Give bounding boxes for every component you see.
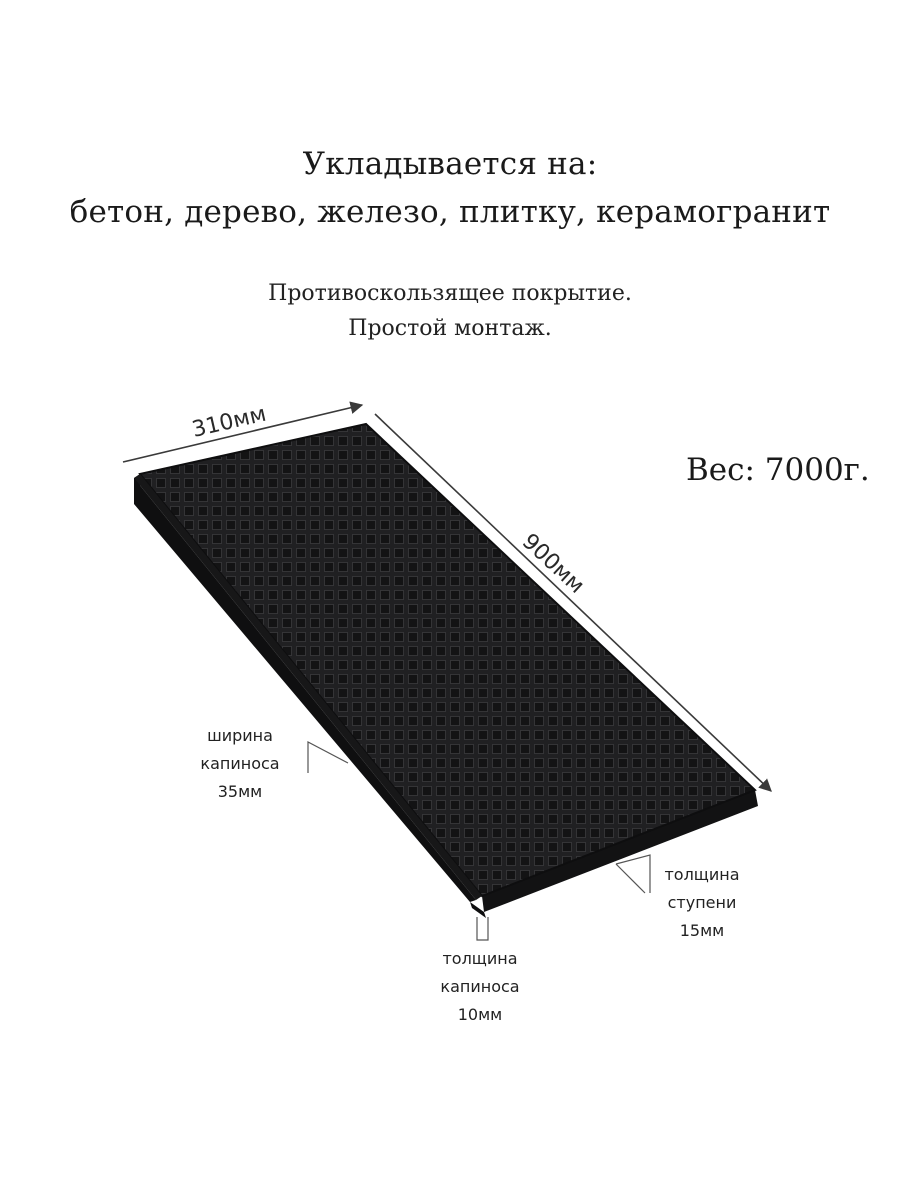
step-top-surface	[140, 424, 755, 896]
weight-label: Вес: 7000г.	[686, 452, 870, 488]
step-thickness-leader	[616, 855, 650, 893]
nosing-width-line-1: ширина	[207, 726, 273, 745]
heading-line-1: Укладывается на:	[302, 146, 598, 182]
step-thickness-note	[652, 861, 752, 945]
nosing-thickness-line-1: толщина	[442, 949, 518, 968]
step-thickness-line-2: ступени	[667, 893, 737, 912]
nosing-thickness-note	[430, 945, 530, 1029]
heading-line-2: бетон, дерево, железо, плитку, керамогранит	[69, 194, 831, 230]
subheading-line-2: Простой монтаж.	[348, 316, 552, 341]
width-dimension-label: 310мм	[189, 401, 269, 443]
nosing-thickness-leader	[477, 917, 488, 940]
nosing-width-line-3: 35мм	[217, 782, 263, 801]
step-thickness-line-1: толщина	[664, 865, 740, 884]
nosing-thickness-line-2: капиноса	[440, 977, 520, 996]
nosing-width-line-2: капиноса	[200, 754, 280, 773]
nosing-thickness-line-3: 10мм	[457, 1005, 503, 1024]
nosing-width-note	[190, 722, 290, 806]
length-dimension-label: 900мм	[516, 529, 589, 599]
step-thickness-line-3: 15мм	[679, 921, 725, 940]
subheading-line-1: Противоскользящее покрытие.	[268, 281, 632, 306]
